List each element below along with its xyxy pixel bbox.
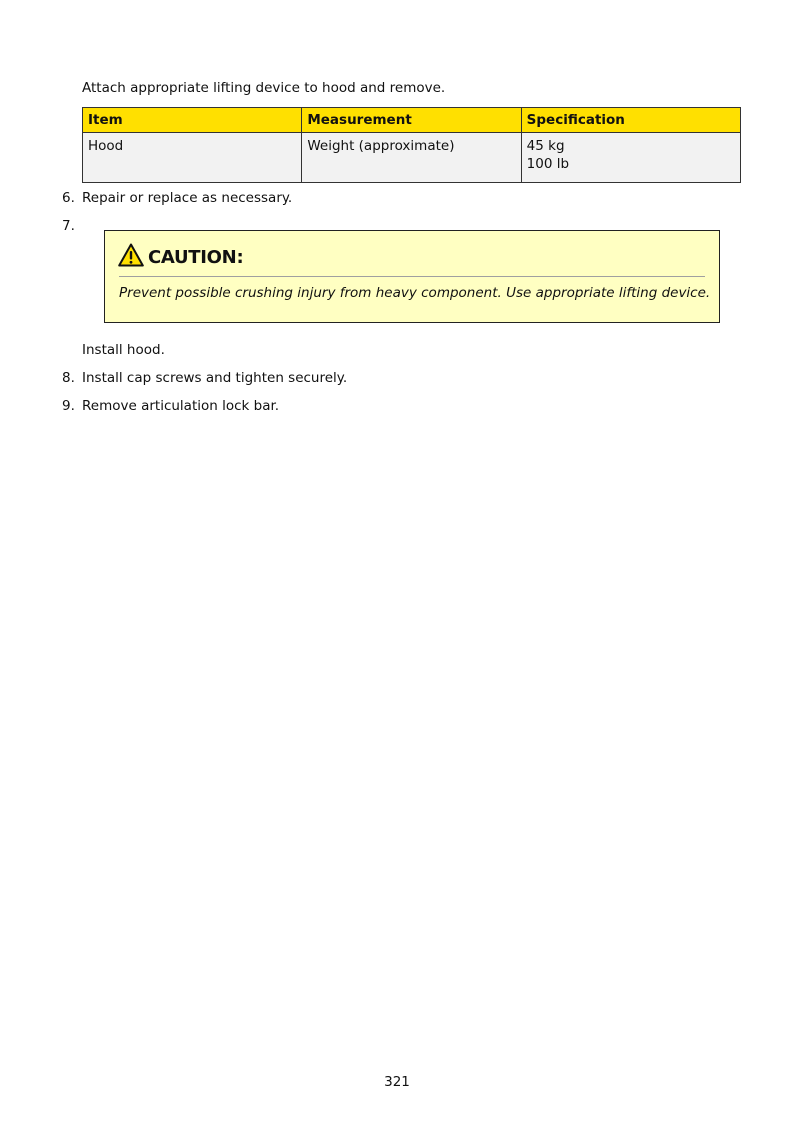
specification-table	[82, 107, 741, 183]
step-text-6: Repair or replace as necessary.	[82, 190, 293, 206]
cell-specification	[521, 133, 740, 183]
header-specification: Specification	[521, 108, 740, 133]
intro-text: Attach appropriate lifting device to hood and remove.	[82, 80, 446, 96]
caution-title: CAUTION:	[148, 246, 244, 268]
caution-divider	[119, 276, 705, 277]
step-text-8: Install cap screws and tighten securely.	[82, 370, 348, 386]
header-measurement: Measurement	[302, 108, 521, 133]
spec-line-imperial: 100 lb	[526, 156, 570, 172]
header-item: Item	[83, 108, 302, 133]
step-number-7: 7.	[62, 218, 75, 234]
step-text-9: Remove articulation lock bar.	[82, 398, 280, 414]
cell-item: Hood	[83, 133, 302, 183]
caution-text: Prevent possible crushing injury from heavy component. Use appropriate lifting device.	[119, 285, 711, 301]
step-text-7: Install hood.	[82, 342, 165, 358]
step-number-8: 8.	[62, 370, 75, 386]
cell-measurement: Weight (approximate)	[302, 133, 521, 183]
spec-line-metric: 45 kg	[526, 138, 565, 154]
table-header-row	[83, 108, 741, 133]
warning-triangle-icon	[118, 243, 144, 271]
caution-box	[104, 230, 720, 323]
table-row	[83, 133, 741, 183]
step-number-6: 6.	[62, 190, 75, 206]
page-number: 321	[384, 1074, 410, 1090]
caution-header	[118, 243, 243, 271]
step-number-9: 9.	[62, 398, 75, 414]
